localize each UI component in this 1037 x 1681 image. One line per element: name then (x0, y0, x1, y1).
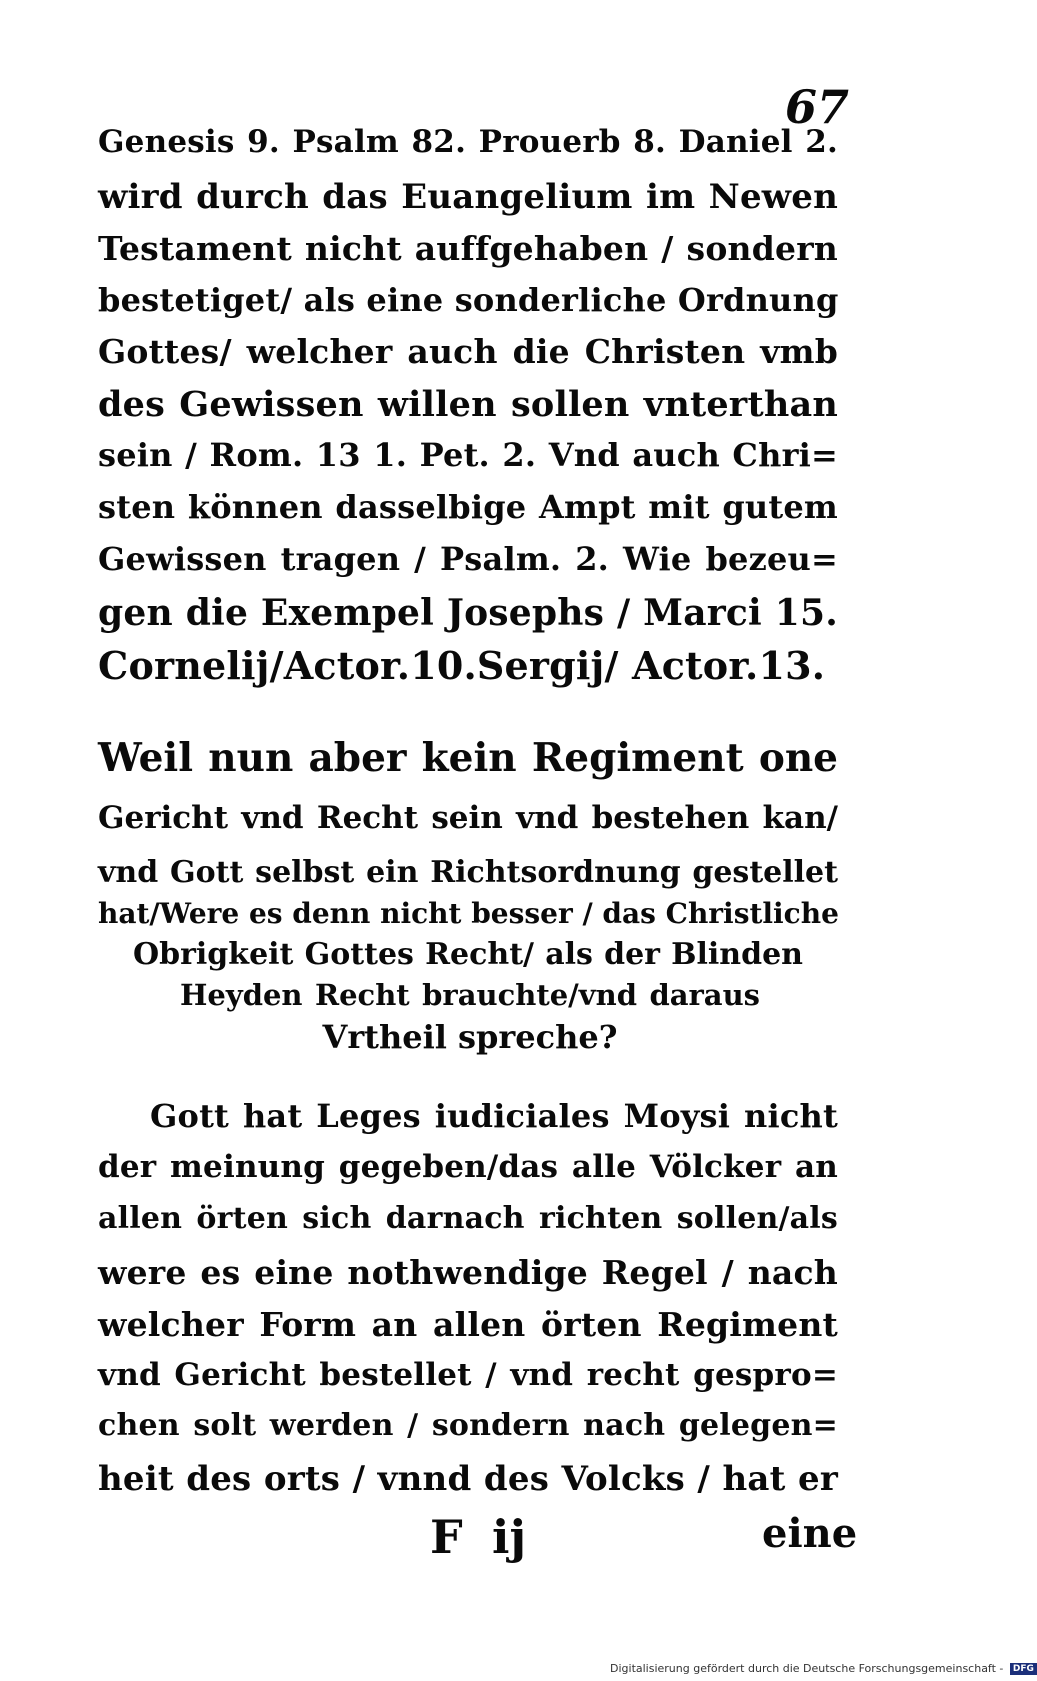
paragraph2-line-2: der meinung gegeben/das alle Völcker an (98, 1149, 838, 1185)
heading-line-2: Gericht vnd Recht sein vnd bestehen kan/ (98, 800, 838, 836)
heading-line-4: hat/Were es denn nicht besser / das Christliche (98, 897, 839, 930)
paragraph1-line-10: gen die Exempel Josephs / Marci 15. (98, 592, 838, 634)
paragraph2-line-3: allen örten sich darnach richten sollen/als (98, 1201, 838, 1236)
footer-text: Digitalisierung gefördert durch die Deutsche Forschungsgemeinschaft - (610, 1662, 1004, 1675)
paragraph1-line-3: Testament nicht auffgehaben / sondern (98, 229, 838, 268)
signature-mark-number: ij (492, 1510, 527, 1564)
heading-line-5: Obrigkeit Gottes Recht/ als der Blinden (133, 937, 803, 972)
paragraph1-line-4: bestetiget/ als eine sonderliche Ordnung (98, 281, 839, 319)
heading-line-3: vnd Gott selbst ein Richtsordnung gestellet (98, 855, 838, 890)
catchword: eine (762, 1510, 858, 1557)
paragraph2-line-8: heit des orts / vnnd des Volcks / hat er (98, 1459, 838, 1499)
paragraph1-line-9: Gewissen tragen / Psalm. 2. Wie bezeu= (98, 540, 838, 578)
digitization-footer (610, 1662, 1037, 1675)
paragraph2-line-4: were es eine nothwendige Regel / nach (98, 1253, 838, 1292)
heading-line-6: Heyden Recht brauchte/vnd daraus (180, 978, 760, 1012)
paragraph1-line-7: sein / Rom. 13 1. Pet. 2. Vnd auch Chri= (98, 436, 838, 474)
page-number: 67 (785, 80, 850, 134)
heading-line-7: Vrtheil spreche? (322, 1018, 618, 1056)
paragraph2-line-1: Gott hat Leges iudiciales Moysi nicht (150, 1097, 838, 1135)
signature-mark-letter: F (430, 1510, 463, 1564)
paragraph1-line-8: sten können dasselbige Ampt mit gutem (98, 488, 838, 526)
dfg-logo: DFG (1010, 1663, 1037, 1675)
paragraph2-line-7: chen solt werden / sondern nach gelegen= (98, 1408, 838, 1443)
paragraph2-line-5: welcher Form an allen örten Regiment (98, 1305, 838, 1344)
paragraph1-line-2: wird durch das Euangelium im Newen (98, 177, 838, 217)
heading-line-1: Weil nun aber kein Regiment one (98, 735, 838, 781)
paragraph2-line-6: vnd Gericht bestellet / vnd recht gespro= (98, 1357, 838, 1393)
paragraph1-line-1: Genesis 9. Psalm 82. Prouerb 8. Daniel 2. (98, 124, 838, 160)
paragraph1-line-11: Cornelij/Actor.10.Sergij/ Actor.13. (98, 643, 826, 688)
paragraph1-line-6: des Gewissen willen sollen vnterthan (98, 384, 838, 425)
paragraph1-line-5: Gottes/ welcher auch die Christen vmb (98, 332, 838, 371)
